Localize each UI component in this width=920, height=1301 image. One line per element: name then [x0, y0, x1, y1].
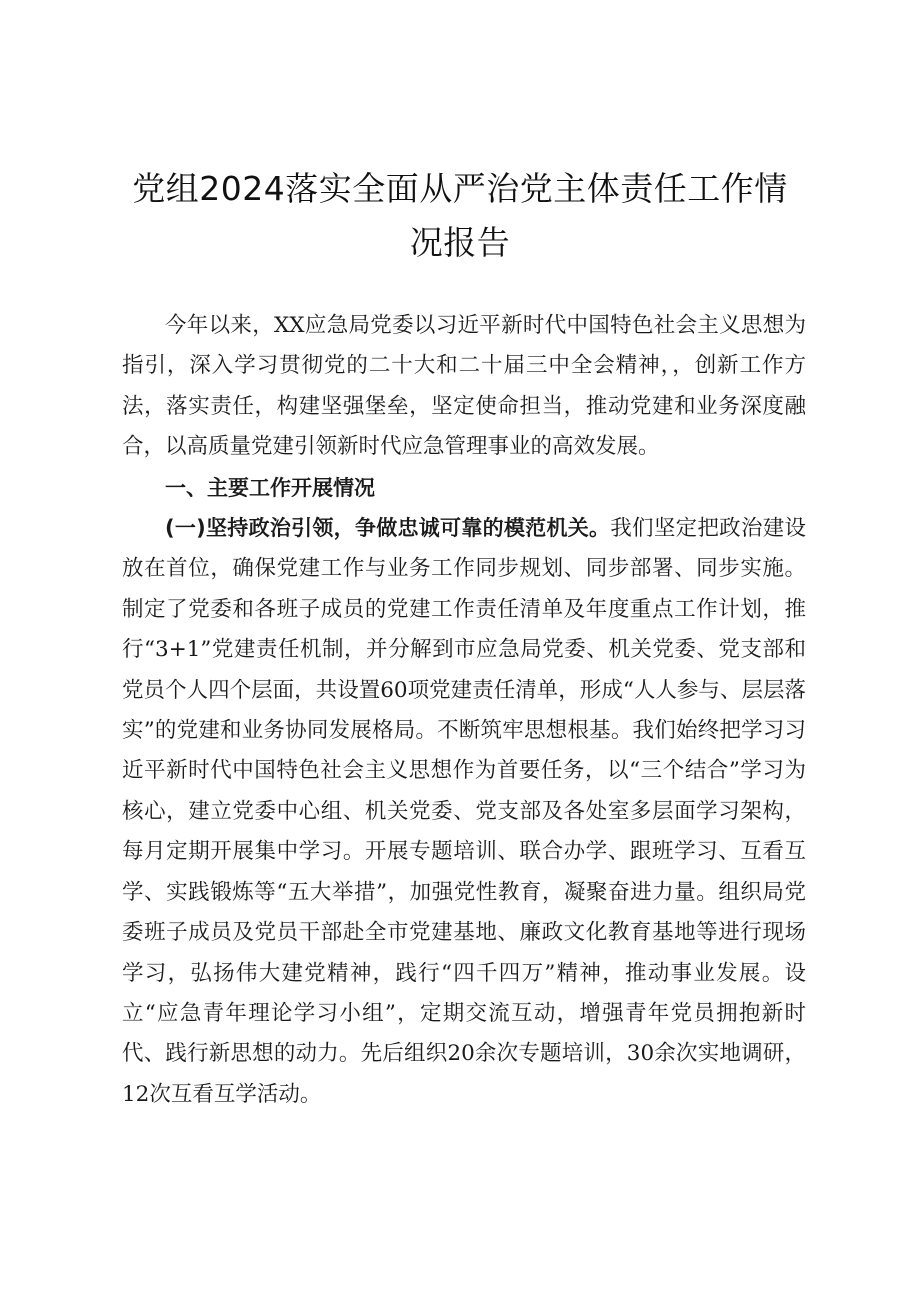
intro-paragraph: 今年以来，XX应急局党委以习近平新时代中国特色社会主义思想为指引，深入学习贯彻党的二十大和二十届三中全会精神，，创新工作方法，落实责任，构建坚强堡垒，坚定使命担当，推动党建和业务深度融合，以高质量党建引领新时代应急管理事业的高效发展。: [122, 313, 806, 460]
document-title: [110, 162, 810, 270]
section-heading-1: 一、主要工作开展情况: [165, 475, 375, 500]
subsection-paragraph-1: [122, 508, 806, 1115]
subsection-lead-1: (一)坚持政治引领，争做忠诚可靠的模范机关。: [165, 516, 611, 541]
title-line-1: 党组2024落实全面从严治党主体责任工作情: [132, 169, 788, 208]
subsection-body-1: 我们坚定把政治建设放在首位，确保党建工作与业务工作同步规划、同步部署、同步实施。制定了党委和各班子成员的党建工作责任清单及年度重点工作计划，推行“3+1”党建责任机制，并分解到市应急局党委、机关党委、党支部和党员个人四个层面，共设置60项党建责任清单，形成“人人参与、层层落实”的党建和业务协同发展格局。不断筑牢思想根基。我们始终把学习习近平新时代中国特色社会主义思想作为首要任务，以“三个结合”学习为核心，建立党委中心组、机关党委、党支部及各处室多层面学习架构，每月定期开展集中学习。开展专题培训、联合办学、跟班学习、互看互学、实践锻炼等“五大举措”，加强党性教育，凝聚奋进力量。组织局党委班子成员及党员干部赴全市党建基地、廉政文化教育基地等进行现场学习，弘扬伟大建党精神，践行“四千四万”精神，推动事业发展。设立“应急青年理论学习小组”，定期交流互动，增强青年党员拥抱新时代、践行新思想的动力。先后组织20余次专题培训，30余次实地调研，12次互看互学活动。: [122, 516, 806, 1107]
document-body: [122, 306, 806, 1115]
title-line-2: 况报告: [409, 223, 511, 262]
